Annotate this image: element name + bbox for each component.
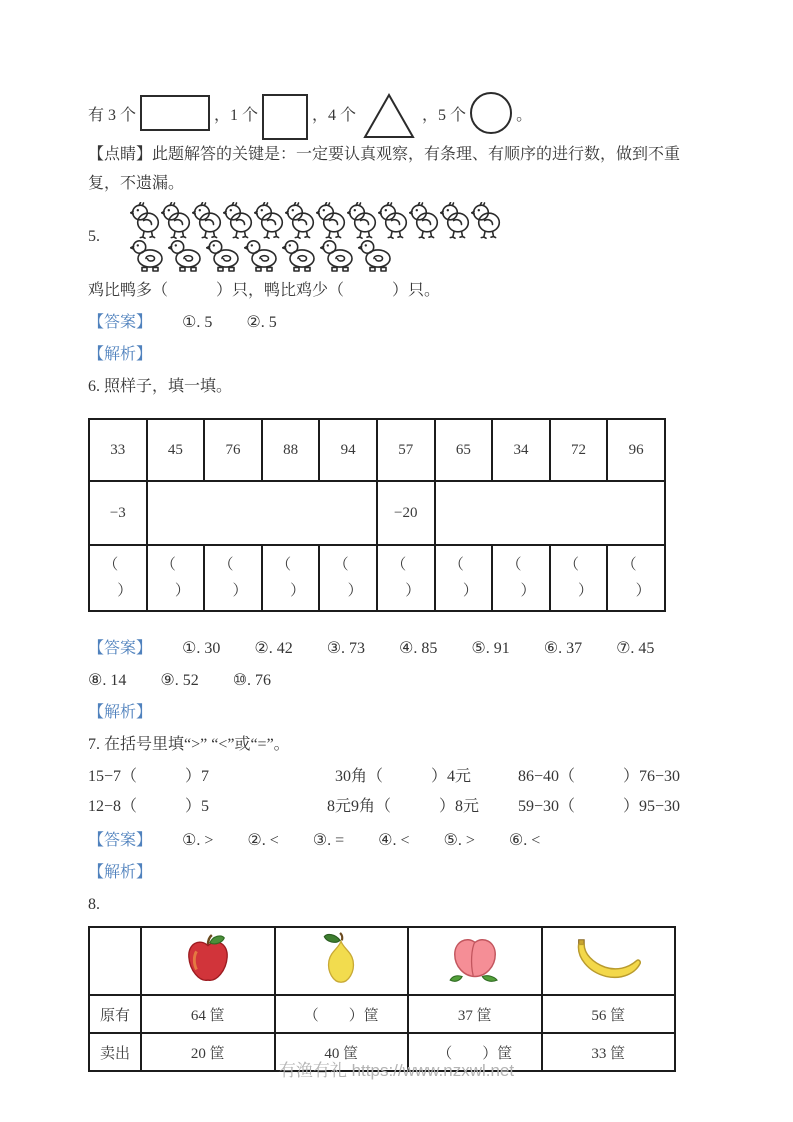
q6-number-cell: 88 [262,419,320,481]
shape-count-line [88,86,705,140]
site-watermark: 有渔有礼 https://www.nzxwl.net [278,1061,515,1080]
q7-answer-2: ②. < [247,832,279,849]
chick-icon [471,202,501,239]
q6-empty-cell [147,481,377,545]
chick-icon [347,202,377,239]
q7-answer-5: ⑤. > [443,832,475,849]
paren-close: ） [232,583,248,599]
answer-label: 【答案】 [88,640,153,657]
paren-close: ） [520,583,536,599]
q8-number: 8. [88,896,100,913]
chick-icon [192,202,222,239]
q7-problems-row-1 [88,762,705,792]
paren-open: （ [448,557,464,573]
q8-cell: 33 筐 [542,1033,676,1071]
paren-open: （ [506,557,522,573]
q6-number-cell: 33 [89,419,147,481]
banana-icon [573,937,643,981]
question-5-number: 5. [88,228,100,245]
duck-row [130,239,502,272]
q7-problem-2: 30角（ ）4元 [334,768,471,785]
q8-row-label: 原有 [89,995,141,1033]
dianjing-note: 【点睛】此题解答的关键是：一定要认真观察，有条理、有顺序的进行数，做到不重复，不遗漏。 [88,146,681,192]
q6-operation-row [89,481,665,545]
duck-icon [244,239,280,272]
q6-answer-1: ①. 30 [182,640,221,657]
q6-answer-line-1 [88,636,705,662]
q6-blank-cell [607,545,665,611]
q6-blank-cell [319,545,377,611]
q8-pear-cell [275,927,409,995]
q6-numbers-row [89,419,665,481]
shapes-prefix-text: 有 3 个 [88,106,137,124]
duck-icon [206,239,242,272]
duck-icon [282,239,318,272]
paren-open: （ [564,557,580,573]
q6-number-cell: 76 [204,419,262,481]
q8-apple-cell [141,927,275,995]
q8-peach-cell [408,927,542,995]
q7-title: 7. 在括号里填“>” “<”或“=”。 [88,736,290,753]
q6-answer-5: ⑤. 91 [471,640,510,657]
q8-fruit-table [88,926,676,1072]
q8-cell: 20 筐 [141,1033,275,1071]
answer-label: 【答案】 [88,314,153,331]
q6-title: 6. 照样子，填一填。 [88,378,233,395]
q6-blank-cell [204,545,262,611]
peach-icon [449,936,501,982]
duck-icon [168,239,204,272]
q7-answer-1: ①. > [182,832,214,849]
q7-answer-6: ⑥. < [508,832,541,849]
q6-blank-cell [89,545,147,611]
q8-cell: （ ）筐 [275,995,409,1033]
q6-answer-10: ⑩. 76 [232,672,272,689]
q8-cell: 37 筐 [408,995,542,1033]
q6-answer-2: ②. 42 [254,640,293,657]
q5-answer-line [88,310,705,336]
q6-number-cell: 94 [319,419,377,481]
chick-icon [378,202,408,239]
q8-corner-cell [89,927,141,995]
chick-icon [285,202,315,239]
triangle-shape-icon [362,92,416,140]
shapes-sep2-text: ，4 个 [312,106,357,124]
paren-close: ） [174,583,190,599]
paren-close: ） [290,583,306,599]
paren-open: （ [103,557,119,573]
q6-number-cell: 96 [607,419,665,481]
q5-answer-2: ②. 5 [246,314,277,331]
square-shape-icon [262,94,308,140]
pear-icon [319,932,363,986]
q6-blank-cell [435,545,493,611]
duck-icon [320,239,356,272]
q7-answer-line [88,828,705,854]
q8-fruit-header-row [89,927,675,995]
duck-icon [130,239,166,272]
q8-row-original [89,995,675,1033]
apple-icon [185,933,231,985]
paren-close: ） [405,583,421,599]
q5-question-text: 鸡比鸭多（ ）只，鸭比鸡少（ ）只。 [88,282,441,299]
q8-cell: 40 筐 [275,1033,409,1071]
paren-close: ） [635,583,651,599]
paren-open: （ [160,557,176,573]
q6-answer-line-2 [88,668,705,694]
q8-banana-cell [542,927,676,995]
q7-problem-1: 15−7（ ）7 [88,768,210,785]
q6-answer-3: ③. 73 [326,640,366,657]
q7-problems-row-2 [88,792,705,822]
circle-shape-icon [470,92,512,134]
q6-answer-7: ⑦. 45 [616,640,655,657]
q6-answer-6: ⑥. 37 [543,640,583,657]
paren-open: （ [276,557,292,573]
paren-open: （ [391,557,407,573]
shapes-sep3-text: ，5 个 [422,106,467,124]
answer-label: 【答案】 [88,832,153,849]
paren-close: ） [462,583,478,599]
q7-problem-6: 59−30（ ）95−30 [518,798,681,815]
q6-answer-4: ④. 85 [399,640,438,657]
q6-number-cell: 34 [492,419,550,481]
q7-problem-3: 86−40（ ）76−30 [518,768,681,785]
q6-op-minus3-cell: −3 [89,481,147,545]
paren-open: （ [621,557,637,573]
q6-blank-cell [550,545,608,611]
q6-op-minus20-cell: −20 [377,481,435,545]
q6-empty-cell [435,481,665,545]
q5-analysis-label: 【解析】 [88,346,153,363]
chick-icon [130,202,160,239]
q8-row-label: 卖出 [89,1033,141,1071]
chick-icon [440,202,470,239]
shapes-sep1-text: ，1 个 [214,106,259,124]
q6-answer-row [89,545,665,611]
q6-answer-8: ⑧. 14 [88,672,127,689]
q6-number-cell: 45 [147,419,205,481]
chick-icon [316,202,346,239]
paren-open: （ [333,557,349,573]
chick-icon [223,202,253,239]
q6-fill-table [88,418,666,612]
q6-blank-cell [147,545,205,611]
chick-icon [254,202,284,239]
q6-number-cell: 65 [435,419,493,481]
q7-problem-4: 12−8（ ）5 [88,798,210,815]
chick-icon [409,202,439,239]
q8-cell: （ ）筐 [408,1033,542,1071]
q7-answer-3: ③. = [312,832,345,849]
q7-problem-5: 8元9角（ ）8元 [326,798,479,815]
paren-open: （ [218,557,234,573]
q8-cell: 56 筐 [542,995,676,1033]
duck-icon [358,239,394,272]
paren-close: ） [117,583,133,599]
q5-answer-1: ①. 5 [182,314,213,331]
chick-icon [161,202,191,239]
q6-blank-cell [262,545,320,611]
shapes-suffix-text: 。 [516,106,533,124]
q7-answer-4: ④. < [378,832,410,849]
q8-cell: 64 筐 [141,995,275,1033]
paren-close: ） [347,583,363,599]
q6-analysis-label: 【解析】 [88,704,153,721]
q7-analysis-label: 【解析】 [88,864,153,881]
q6-answer-9: ⑨. 52 [160,672,199,689]
q6-blank-cell [492,545,550,611]
q6-number-cell: 57 [377,419,435,481]
paren-close: ） [578,583,594,599]
rectangle-shape-icon [140,95,210,131]
q6-number-cell: 72 [550,419,608,481]
question-5 [88,202,705,272]
chick-row [130,202,502,239]
q6-blank-cell [377,545,435,611]
